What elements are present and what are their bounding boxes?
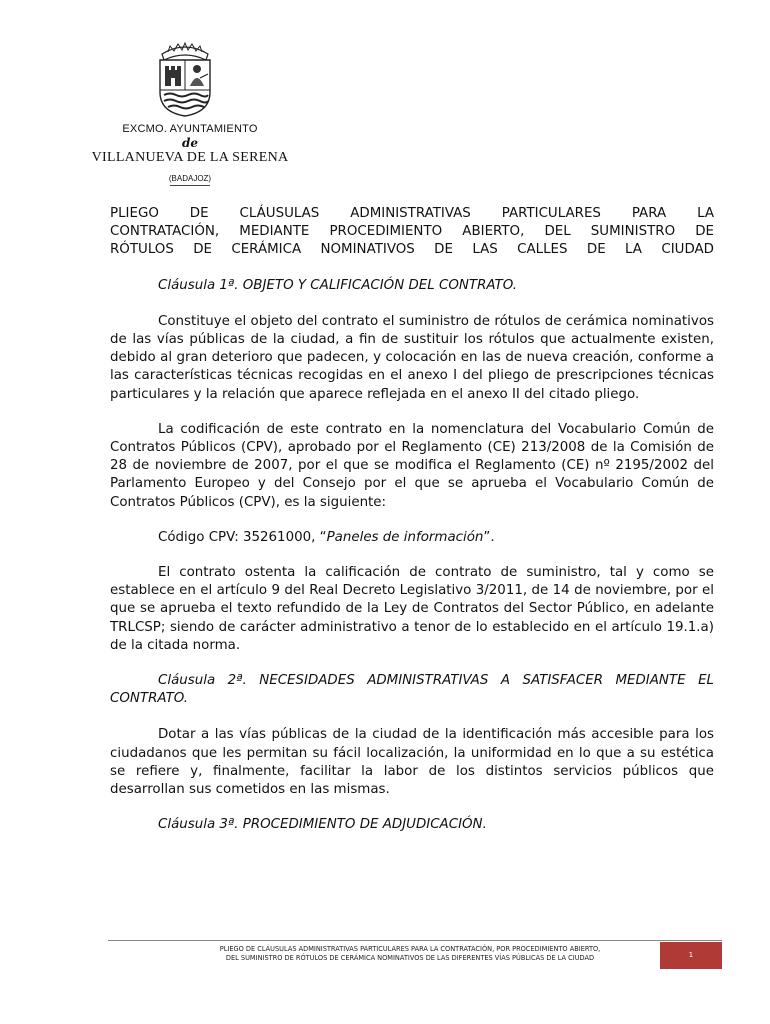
clause2-heading — [110, 672, 714, 708]
footer-line2: DEL SUMINISTRO DE RÓTULOS DE CERÁMICA NOMINATIVOS DE LAS DIFERENTES VÍAS PÚBLICAS DE LA CIUDAD — [225, 954, 595, 962]
paragraph-object: Constituye el objeto del contrato el suministro de rótulos de cerámica nominativos de las vías públicas de la ciudad, a fin de sustituir los rótulos que actualmente existen, debido al gran deterioro que padecen, y colocación en las de nueva creación, conforme a las características técnicas recogidas en el anexo I del pliego de prescripciones técnicas particulares y la relación que aparece reflejada en el anexo II del citado pliego. — [110, 313, 714, 402]
letterhead-line1: EXCMO. AYUNTAMIENTO — [122, 123, 258, 135]
footer-line1: PLIEGO DE CLÁUSULAS ADMINISTRATIVAS PARTICULARES PARA LA CONTRATACIÓN, POR PROCEDIMIENTO ABIERTO, — [219, 945, 601, 953]
cpv-code — [110, 529, 714, 547]
cpv-suffix: ”. — [483, 529, 495, 545]
title-line1: PLIEGO DE CLÁUSULAS ADMINISTRATIVAS PARTICULARES PARA LA — [110, 206, 714, 221]
footer-text — [160, 945, 660, 963]
document-body — [110, 205, 714, 834]
paragraph-cpv-codification: La codificación de este contrato en la nomenclatura del Vocabulario Común de Contratos Públicos (CPV), aprobado por el Reglamento (CE) 213/2008 de la Comisión de 28 de noviembre de 2007, por el que se modifica el Reglamento (CE) nº 2195/2002 del Parlamento Europeo y del Consejo por el que se aprueba el Vocabulario Común de Contratos Públicos (CPV), es la siguiente: — [110, 421, 714, 510]
document-title — [110, 205, 714, 260]
letterhead-line3: VILLANUEVA DE LA SERENA — [91, 150, 289, 165]
page-footer — [108, 940, 722, 973]
letterhead-line2: de — [181, 136, 199, 150]
title-line3: RÓTULOS DE CERÁMICA NOMINATIVOS DE LAS CALLES DE LA CIUDAD — [110, 242, 714, 258]
paragraph-qualification: El contrato ostenta la calificación de contrato de suministro, tal y como se establece en el artículo 9 del Real Decreto Legislativo 3/2011, de 14 de noviembre, por el que se aprueba el texto refundido de la Ley de Contratos del Sector Público, en adelante TRLCSP; siendo de carácter administrativo a tenor de lo establecido en el artículo 19.1.a) de la citada norma. — [110, 565, 714, 653]
clause2-text: NECESIDADES ADMINISTRATIVAS A SATISFACER MEDIANTE EL CONTRATO. — [110, 673, 714, 707]
cpv-description: Paneles de información — [326, 529, 484, 545]
clause3-text: PROCEDIMIENTO DE ADJUDICACIÓN. — [238, 817, 487, 833]
clause1-heading — [110, 277, 714, 295]
clause1-prefix: Cláusula 1ª. — [158, 277, 239, 293]
letterhead-rule — [170, 185, 210, 186]
clause3-heading — [110, 816, 714, 834]
page-number: 1 — [660, 942, 722, 969]
letterhead-line4: (BADAJOZ) — [168, 174, 212, 183]
title-line2: CONTRATACIÓN, MEDIANTE PROCEDIMIENTO ABIERTO, DEL SUMINISTRO DE — [110, 224, 714, 240]
cpv-prefix: Código CPV: 35261000, “ — [158, 529, 327, 545]
clause1-text: OBJETO Y CALIFICACIÓN DEL CONTRATO. — [238, 277, 517, 293]
letterhead — [90, 123, 290, 186]
clause3-prefix: Cláusula 3ª. — [158, 817, 239, 833]
clause2-prefix: Cláusula 2ª. — [158, 673, 247, 689]
coat-of-arms-icon — [150, 40, 220, 118]
paragraph-needs: Dotar a las vías públicas de la ciudad de la identificación más accesible para los ciudadanos que les permitan su fácil localización, la uniformidad en lo que a su estética se refiere y, finalmente, facilitar la labor de los distintos servicios públicos que desarrollan sus cometidos en las mismas. — [110, 727, 714, 798]
